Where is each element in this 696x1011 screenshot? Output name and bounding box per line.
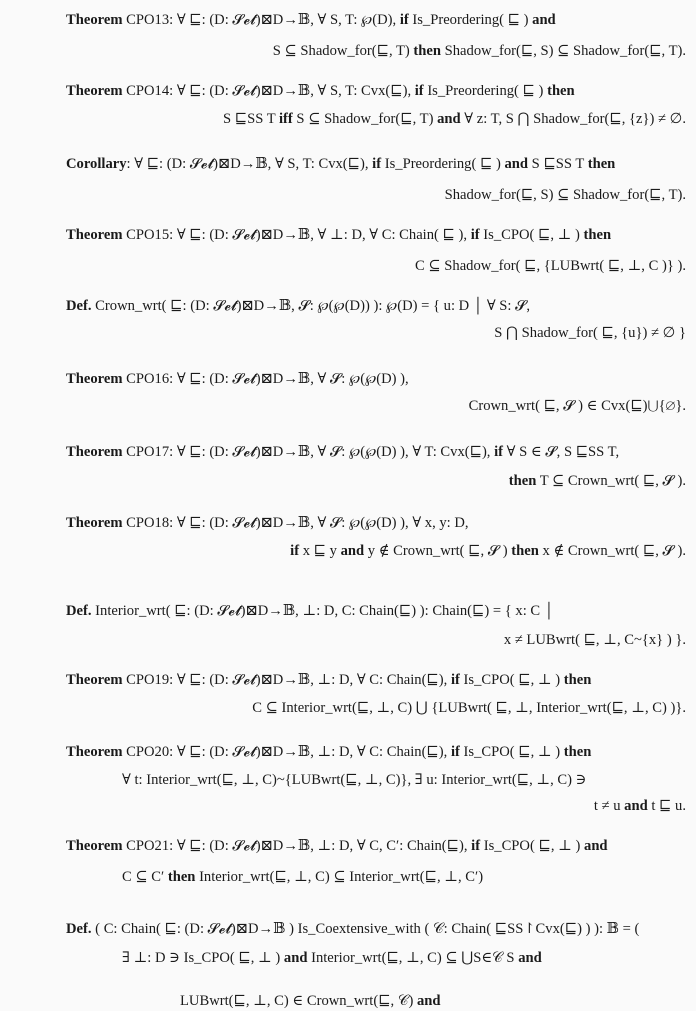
theorem-cpo17-line-1: Theorem CPO17: ∀ ⊑: (D: 𝓢𝓮𝓽)⊠D→𝔹, ∀ 𝓢: ℘(℘(D) ), ∀ T: Cvx(⊑), if ∀ S ∈ 𝓢, S ⊑SS T, [66,444,620,460]
theorem-cpo14-line-2: S ⊑SS T iff S ⊆ Shadow_for(⊑, T) and ∀ z: T, S ⋂ Shadow_for(⊑, {z}) ≠ ∅. [222,111,686,127]
def-coextensive-line-1: Def. ( C: Chain( ⊑: (D: 𝓢𝓮𝓽)⊠D→𝔹 ) Is_Coextensive_with ( 𝒞: Chain( ⊑SS↾Cvx(⊑) ) ): 𝔹 = ( [66,921,640,937]
theorem-cpo20-line-2: ∀ t: Interior_wrt(⊑, ⊥, C)~{LUBwrt(⊑, ⊥, C)}, ∃ u: Interior_wrt(⊑, ⊥, C) ∋ [122,772,587,788]
theorem-cpo16-line-1: Theorem CPO16: ∀ ⊑: (D: 𝓢𝓮𝓽)⊠D→𝔹, ∀ 𝓢: ℘(℘(D) ), [66,371,409,387]
def-interior-wrt-line-2: x ≠ LUBwrt( ⊑, ⊥, C~{x} ) }. [503,632,686,648]
theorem-cpo18-line-2: if x ⊑ y and y ∉ Crown_wrt( ⊑, 𝓢 ) then x ∉ Crown_wrt( ⊑, 𝓢 ). [290,543,686,559]
theorem-cpo21-line-2: C ⊆ C′ then Interior_wrt(⊑, ⊥, C) ⊆ Interior_wrt(⊑, ⊥, C′) [122,869,484,885]
def-crown-wrt-line-1: Def. Crown_wrt( ⊑: (D: 𝓢𝓮𝓽)⊠D→𝔹, 𝓢: ℘(℘(D)) ): ℘(D) = { u: D │ ∀ S: 𝓢, [66,298,531,314]
def-coextensive-line-2: ∃ ⊥: D ∋ Is_CPO( ⊑, ⊥ ) and Interior_wrt(⊑, ⊥, C) ⊆ ⋃S∈𝒞 S and [122,950,542,966]
theorem-cpo20-line-3: t ≠ u and t ⊑ u. [593,798,686,814]
theorem-cpo13-line-2: S ⊆ Shadow_for(⊑, T) then Shadow_for(⊑, S) ⊆ Shadow_for(⊑, T). [272,43,686,59]
theorem-cpo18-line-1: Theorem CPO18: ∀ ⊑: (D: 𝓢𝓮𝓽)⊠D→𝔹, ∀ 𝓢: ℘(℘(D) ), ∀ x, y: D, [66,515,469,531]
theorem-cpo21-line-1: Theorem CPO21: ∀ ⊑: (D: 𝓢𝓮𝓽)⊠D→𝔹, ⊥: D, ∀ C, C′: Chain(⊑), if Is_CPO( ⊑, ⊥ ) and [66,838,608,854]
theorem-cpo15-line-2: C ⊆ Shadow_for( ⊑, {LUBwrt( ⊑, ⊥, C )} ). [415,258,686,274]
def-coextensive-line-3: LUBwrt(⊑, ⊥, C) ∈ Crown_wrt(⊑, 𝒞) and [180,993,441,1009]
theorem-cpo16-line-2: Crown_wrt( ⊑, 𝓢 ) ∈ Cvx(⊑)⋃{∅}. [468,398,686,414]
def-interior-wrt-line-1: Def. Interior_wrt( ⊑: (D: 𝓢𝓮𝓽)⊠D→𝔹, ⊥: D, C: Chain(⊑) ): Chain(⊑) = { x: C │ [66,603,555,619]
theorem-cpo20-line-1: Theorem CPO20: ∀ ⊑: (D: 𝓢𝓮𝓽)⊠D→𝔹, ⊥: D, ∀ C: Chain(⊑), if Is_CPO( ⊑, ⊥ ) then [66,744,592,760]
corollary-line-1: Corollary: ∀ ⊑: (D: 𝓢𝓮𝓽)⊠D→𝔹, ∀ S, T: Cvx(⊑), if Is_Preordering( ⊑ ) and S ⊑SS T then [66,156,616,172]
theorem-cpo13-line-1: Theorem CPO13: ∀ ⊑: (D: 𝓢𝓮𝓽)⊠D→𝔹, ∀ S, T: ℘(D), if Is_Preordering( ⊑ ) and [66,12,556,28]
theorem-cpo19-line-1: Theorem CPO19: ∀ ⊑: (D: 𝓢𝓮𝓽)⊠D→𝔹, ⊥: D, ∀ C: Chain(⊑), if Is_CPO( ⊑, ⊥ ) then [66,672,592,688]
theorem-cpo19-line-2: C ⊆ Interior_wrt(⊑, ⊥, C) ⋃ {LUBwrt( ⊑, ⊥, Interior_wrt(⊑, ⊥, C) )}. [252,700,686,716]
theorem-cpo14-line-1: Theorem CPO14: ∀ ⊑: (D: 𝓢𝓮𝓽)⊠D→𝔹, ∀ S, T: Cvx(⊑), if Is_Preordering( ⊑ ) then [66,83,575,99]
theorem-cpo15-line-1: Theorem CPO15: ∀ ⊑: (D: 𝓢𝓮𝓽)⊠D→𝔹, ∀ ⊥: D, ∀ C: Chain( ⊑ ), if Is_CPO( ⊑, ⊥ ) then [66,227,612,243]
def-crown-wrt-line-2: S ⋂ Shadow_for( ⊑, {u}) ≠ ∅ } [494,325,686,341]
corollary-line-2: Shadow_for(⊑, S) ⊆ Shadow_for(⊑, T). [444,187,686,203]
theorem-cpo17-line-2: then T ⊆ Crown_wrt( ⊑, 𝓢 ). [508,473,686,489]
